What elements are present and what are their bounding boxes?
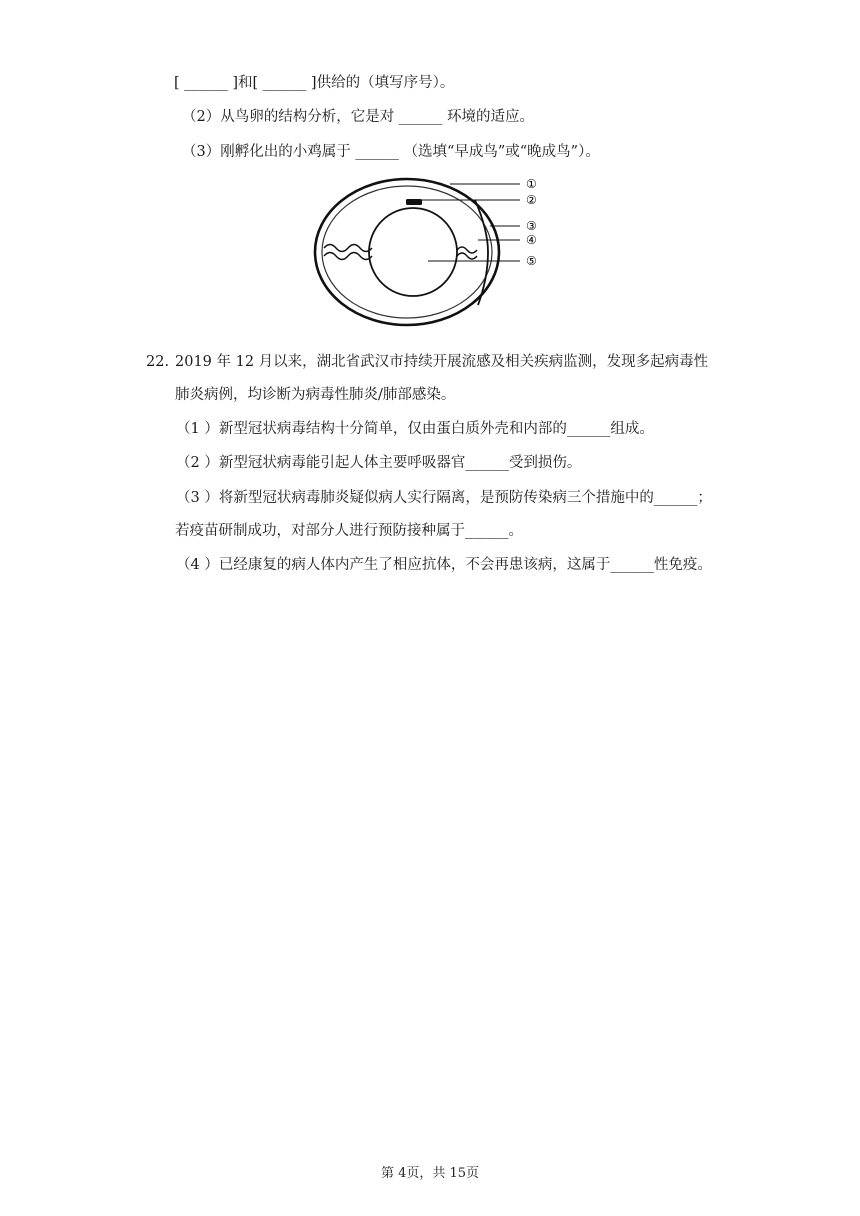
label-4: ④ xyxy=(526,233,537,247)
egg-membrane xyxy=(322,186,492,318)
q22-subquestion-4: （4 ）已经康复的病人体内产生了相应抗体，不会再患该病，这属于______性免疫。 xyxy=(176,557,712,573)
label-5: ⑤ xyxy=(526,254,537,268)
page-footer: 第 4页，共 15页 xyxy=(380,1166,480,1181)
chalaza-right xyxy=(457,247,477,259)
q22-stem-line-1: 2019 年 12 月以来，湖北省武汉市持续开展流感及相关疾病监测，发现多起病毒性 xyxy=(175,354,709,370)
label-2: ② xyxy=(526,193,537,207)
egg-yolk xyxy=(369,208,457,296)
q22-number: 22. xyxy=(146,354,170,370)
q21-blank-pairs: [ ______ ]和[ ______ ]供给的（填写序号）。 xyxy=(174,75,455,91)
egg-structure-diagram xyxy=(310,170,550,328)
q22-stem-line-2: 肺炎病例，均诊断为病毒性肺炎/肺部感染。 xyxy=(175,387,456,403)
chalaza-left xyxy=(324,245,372,260)
q22-subquestion-3-line-1: （3 ）将新型冠状病毒肺炎疑似病人实行隔离，是预防传染病三个措施中的______； xyxy=(176,490,712,506)
label-1: ① xyxy=(526,177,537,191)
germinal-disc xyxy=(406,199,422,205)
q22-subquestion-1: （1 ）新型冠状病毒结构十分简单，仅由蛋白质外壳和内部的______组成。 xyxy=(176,421,654,437)
q22-subquestion-2: （2 ）新型冠状病毒能引起人体主要呼吸器官______受到损伤。 xyxy=(176,455,582,471)
label-3: ③ xyxy=(526,219,537,233)
q22-subquestion-3-line-2: 若疫苗研制成功，对部分人进行预防接种属于______。 xyxy=(175,523,523,539)
q21-subquestion-3: （3）刚孵化出的小鸡属于 ______ （选填“早成鸟”或“晚成鸟”）。 xyxy=(182,144,600,160)
q21-subquestion-2: （2）从鸟卵的结构分析，它是对 ______ 环境的适应。 xyxy=(182,109,534,125)
